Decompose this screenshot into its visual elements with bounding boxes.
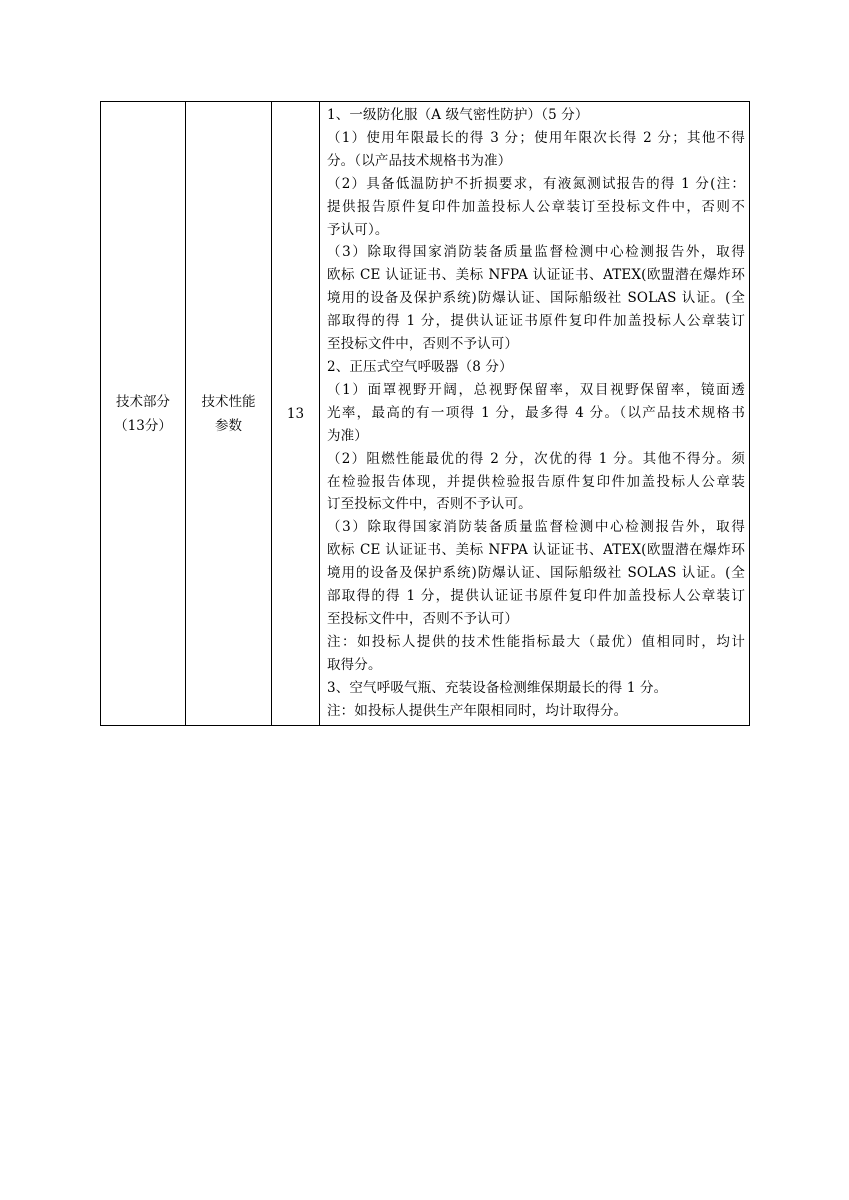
category-cell <box>101 102 186 726</box>
criteria-line: （1）面罩视野开阔，总视野保留率，双目视野保留率，镜面透 <box>327 381 745 398</box>
criteria-line: （2）具备低温防护不折损要求，有液氮测试报告的得 1 分(注： <box>327 175 745 192</box>
criteria-line: 1、一级防化服（A 级气密性防护）（5 分） <box>327 107 589 123</box>
criteria-line: 订至投标文件中，否则不予认可。 <box>327 496 532 513</box>
table-row <box>101 102 750 726</box>
criteria-line: 分。（以产品技术规格书为准） <box>327 152 512 169</box>
criteria-line: 境用的设备及保护系统)防爆认证、国际船级社 SOLAS 认证。(全 <box>327 290 745 307</box>
criteria-line: 欧标 CE 认证证书、美标 NFPA 认证证书、ATEX(欧盟潜在爆炸环 <box>327 267 745 284</box>
scoring-table <box>100 101 750 726</box>
criteria-line: 提供报告原件复印件加盖投标人公章装订至投标文件中，否则不 <box>327 198 745 215</box>
criteria-line: 3、空气呼吸气瓶、充装设备检测维保期最长的得 1 分。 <box>327 679 668 696</box>
criteria-line: 注：如投标人提供生产年限相同时，均计取得分。 <box>327 702 628 719</box>
category-name: 技术部分 <box>116 393 170 410</box>
criteria-line: 至投标文件中，否则不予认可） <box>327 610 519 627</box>
criteria-line: 为准） <box>327 427 368 444</box>
item-cell <box>186 102 272 726</box>
item-name-line-1: 技术性能 <box>201 393 256 410</box>
criteria-line: 取得分。 <box>327 656 382 673</box>
criteria-line: 部取得的得 1 分，提供认证证书原件复印件加盖投标人公章装订 <box>327 313 745 330</box>
criteria-line: （1）使用年限最长的得 3 分；使用年限次长得 2 分；其他不得 <box>327 129 745 146</box>
category-points: （13分） <box>114 417 172 434</box>
criteria-line: （2）阻燃性能最优的得 2 分，次优的得 1 分。其他不得分。须 <box>327 450 745 467</box>
criteria-line: 光率，最高的有一项得 1 分，最多得 4 分。（以产品技术规格书 <box>327 404 745 421</box>
score-cell: 13 <box>272 102 320 726</box>
item-name-line-2: 参数 <box>215 417 242 434</box>
criteria-line: 在检验报告体现，并提供检验报告原件复印件加盖投标人公章装 <box>327 473 745 490</box>
criteria-line: 部取得的得 1 分，提供认证证书原件复印件加盖投标人公章装订 <box>327 588 745 605</box>
criteria-line: 境用的设备及保护系统)防爆认证、国际船级社 SOLAS 认证。(全 <box>327 565 745 582</box>
criteria-line: （3）除取得国家消防装备质量监督检测中心检测报告外，取得 <box>327 519 745 536</box>
criteria-line: 2、正压式空气呼吸器（8 分） <box>327 358 513 375</box>
criteria-line: 欧标 CE 认证证书、美标 NFPA 认证证书、ATEX(欧盟潜在爆炸环 <box>327 542 745 559</box>
criteria-line: 注：如投标人提供的技术性能指标最大（最优）值相同时，均计 <box>327 633 745 650</box>
criteria-line: 至投标文件中，否则不予认可） <box>327 336 519 353</box>
criteria-cell <box>320 102 750 726</box>
criteria-line: 予认可）。 <box>327 221 389 238</box>
criteria-line: （3）除取得国家消防装备质量监督检测中心检测报告外，取得 <box>327 244 745 261</box>
